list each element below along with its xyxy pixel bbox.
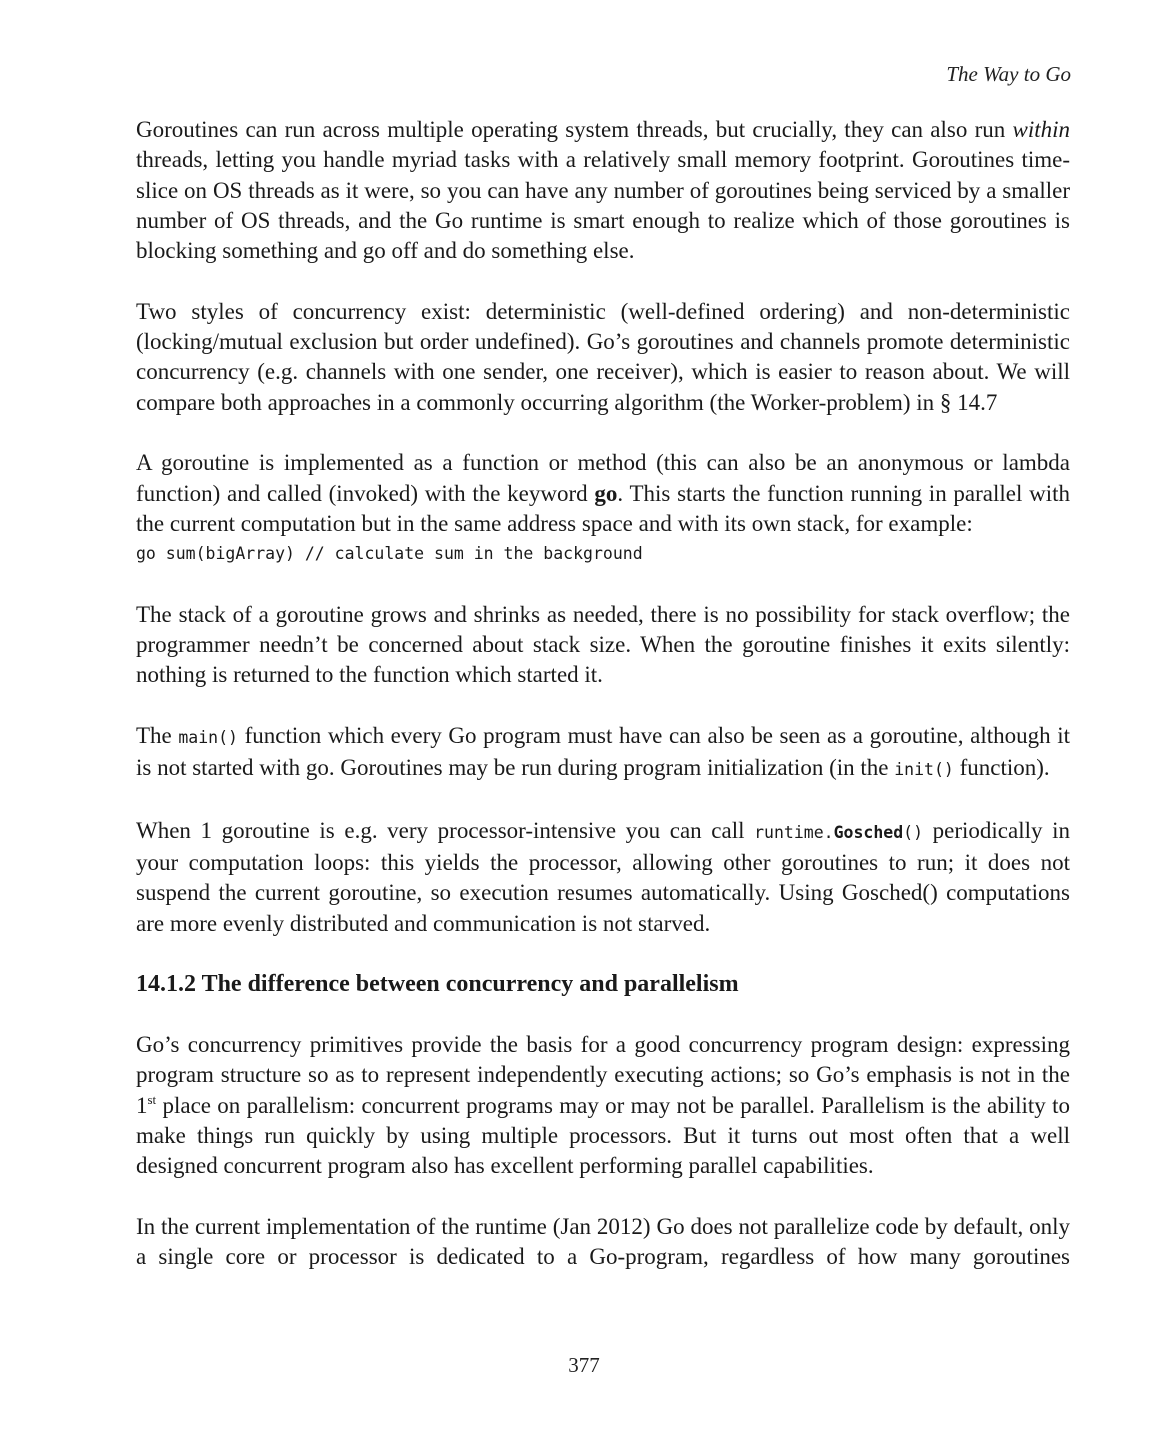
code-gosched: Gosched	[833, 822, 904, 842]
page-body	[136, 115, 1070, 1272]
keyword-go: go	[594, 480, 618, 506]
running-head: The Way to Go	[946, 62, 1071, 86]
paragraph-gosched: When 1 goroutine is e.g. very processor-intensive you can call runtime.Gosched() periodically in your computation loops: this yields the processor, allowing other goroutines to run; it does not suspend the current goroutine, so execution resumes automatically. Using Gosched() computations are more evenly distributed and communication is not starved.	[136, 817, 1070, 936]
emphasis-within: within	[1012, 117, 1070, 142]
paragraph-goroutine-stack: The stack of a goroutine grows and shrinks as needed, there is no possibility for stack overflow; the programmer needn’t be concerned about stack size. When the goroutine finishes it exits silently: nothing is returned to the function which started it.	[136, 601, 1070, 688]
code-parens: ()	[903, 822, 924, 842]
paragraph-concurrency-primitives: Go’s concurrency primitives provide the basis for a good concurrency program design: expressing program structure so as to represent independently executing actions; so Go’s emphasis is not in the 1st place on parallelism: concurrent programs may or may not be parallel. Parallelism is the ability to make things run quickly by using multiple processors. But it turns out most often that a well designed concurrent program also has excellent performing parallel capabilities.	[136, 1031, 1070, 1179]
page-number: 377	[568, 1353, 600, 1377]
code-runtime-pkg: runtime.	[754, 822, 834, 842]
superscript-st: st	[147, 1091, 157, 1107]
paragraph-concurrency-styles: Two styles of concurrency exist: deterministic (well-defined ordering) and non-deterministic (locking/mutual exclusion but order undefined). Go’s goroutines and channels promote deterministic concurrency (e.g. channels with one sender, one receiver), which is easier to reason about. We will compare both approaches in a commonly occurring algorithm (the Worker-problem) in § 14.7	[136, 298, 1070, 415]
section-heading: 14.1.2 The difference between concurrency and parallelism	[136, 971, 739, 998]
code-init: init()	[894, 760, 954, 780]
paragraph-goroutines-threads: Goroutines can run across multiple operating system threads, but crucially, they can also run within threads, letting you handle myriad tasks with a relatively small memory footprint. Goroutines time-slice on OS threads as it were, so you can have any number of goroutines being serviced by a smaller number of OS threads, and the Go runtime is smart enough to realize which of those goroutines is blocking something and go off and do something else.	[136, 117, 1070, 264]
code-example: go sum(bigArray) // calculate sum in the background	[136, 544, 643, 564]
code-main: main()	[178, 727, 238, 747]
paragraph-goroutine-definition: A goroutine is implemented as a function or method (this can also be an anonymous or lambda function) and called (invoked) with the keyword go. This starts the function running in parallel with the current computation but in the same address space and with its own stack, for example:	[136, 450, 1070, 536]
paragraph-main-function: The main() function which every Go program must have can also be seen as a goroutine, although it is not started with go. Goroutines may be run during program initialization (in the init() function).	[136, 722, 1070, 781]
paragraph-current-implementation: In the current implementation of the runtime (Jan 2012) Go does not parallelize code by default, only a single core or processor is dedicated to a Go-program, regardless of how many goroutines	[136, 1213, 1070, 1269]
